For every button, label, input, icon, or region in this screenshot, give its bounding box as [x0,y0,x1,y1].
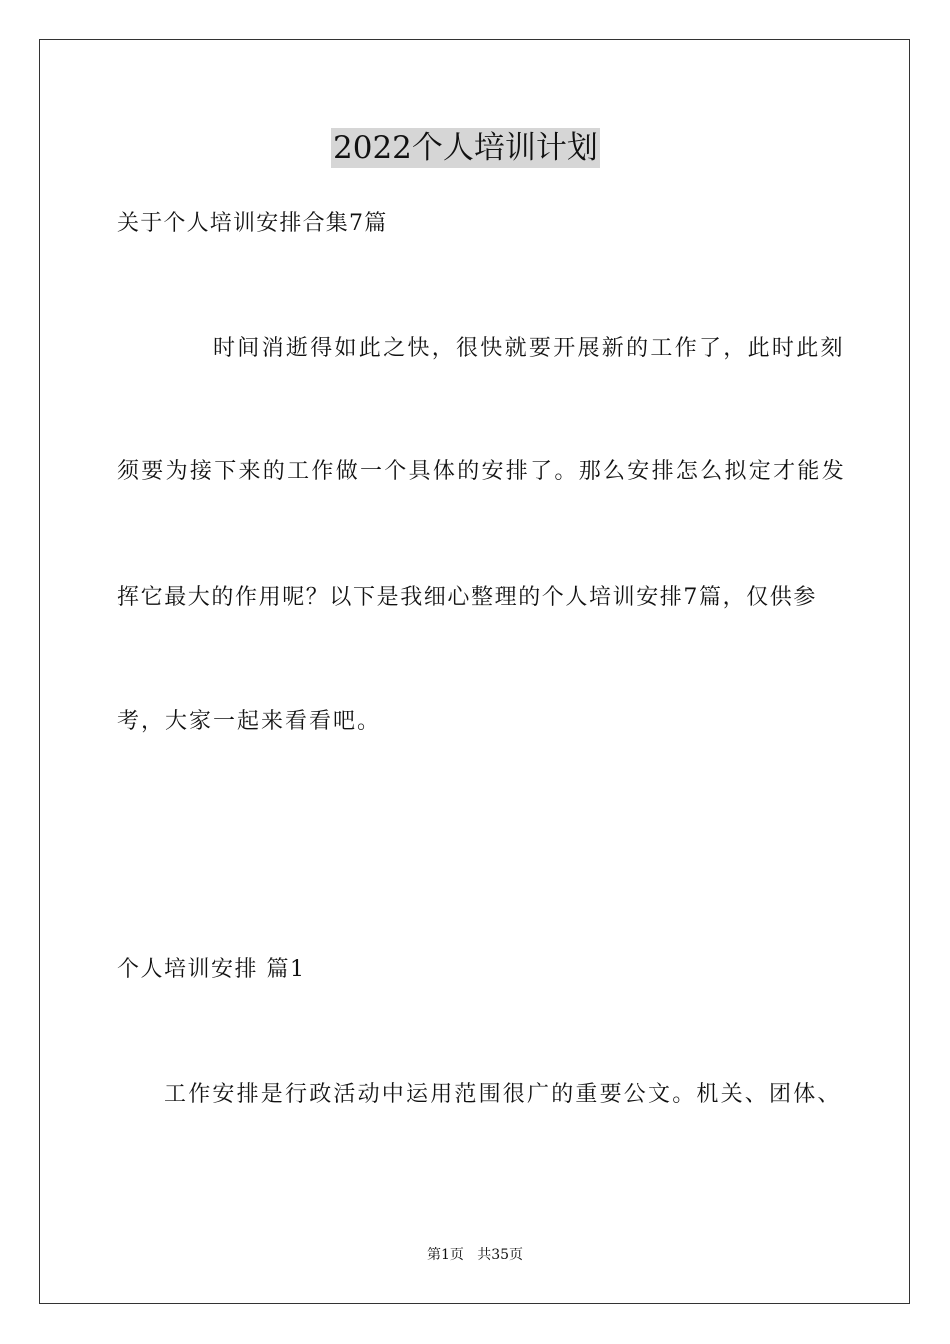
intro-line-2: 须要为接下来的工作做一个具体的安排了。那么安排怎么拟定才能发 [117,459,847,484]
intro-line-3: 挥它最大的作用呢？以下是我细心整理的个人培训安排7篇，仅供参 [117,585,817,610]
page-footer: 第1页 共35页 [426,1247,524,1263]
document-subtitle: 关于个人培训安排合集7篇 [117,211,388,236]
section-heading: 个人培训安排 篇1 [117,957,306,982]
intro-line-1: 时间消逝得如此之快，很快就要开展新的工作了，此时此刻 [213,336,845,361]
intro-line-4: 考，大家一起来看看吧。 [117,709,382,734]
section-line-1: 工作安排是行政活动中运用范围很广的重要公文。机关、团体、 [164,1082,842,1107]
document-title: 2022个人培训计划 [333,130,598,166]
